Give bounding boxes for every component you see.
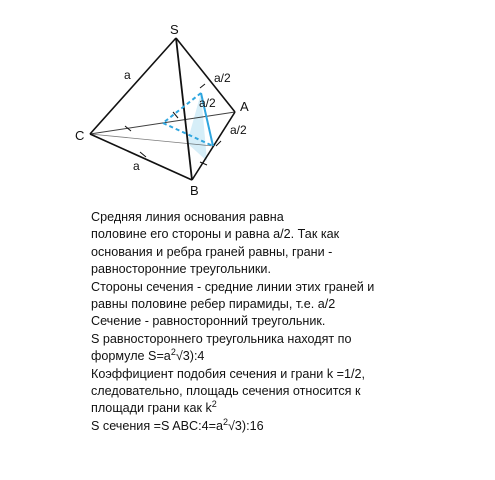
edge-sb (176, 38, 192, 180)
solution-line: равносторонние треугольники. (91, 262, 271, 277)
edge-sc (90, 38, 176, 134)
solution-line: Коэффициент подобия сечения и грани k =1/2, (91, 366, 365, 381)
vertex-label-c: C (75, 128, 85, 143)
edge-label-cb: a (133, 159, 140, 173)
tick-mark (200, 84, 205, 88)
edge-ca (90, 112, 235, 134)
solution-line: следовательно, площадь сечения относится к (91, 384, 361, 399)
solution-line: основания и ребра граней равны, грани - (91, 244, 333, 259)
solution-text (91, 209, 491, 435)
result-formula-line (91, 418, 491, 435)
edge-label-sc: a (124, 68, 131, 82)
formula-text: S сечения =S ABC:4=a (91, 418, 223, 433)
pyramid-figure (0, 0, 495, 205)
solution-line: S равностороннего треугольника находят по (91, 331, 352, 346)
formula-text: √3):16 (228, 418, 264, 433)
formula-text: формуле S=a (91, 349, 171, 364)
edge-cb (90, 134, 192, 180)
solution-line: равны половине ребер пирамиды, т.е. a/2 (91, 297, 336, 312)
area-formula-line (91, 348, 491, 365)
ratio-line (91, 400, 491, 417)
exponent: 2 (211, 399, 217, 410)
solution-line: Сечение - равносторонний треугольник. (91, 314, 326, 329)
edge-label-ab-half: a/2 (230, 123, 247, 137)
vertex-label-s: S (170, 22, 179, 37)
solution-line: Стороны сечения - средние линии этих граней и (91, 279, 375, 294)
vertex-label-a: A (240, 99, 249, 114)
solution-line: Средняя линия основания равна (91, 210, 284, 224)
solution-line: половине его стороны и равна a/2. Так как (91, 227, 340, 242)
exponent: 2 (222, 416, 228, 427)
vertex-label-b: B (190, 183, 199, 198)
edge-label-sa-half: a/2 (214, 71, 231, 85)
ratio-text: площади грани как k (91, 401, 212, 416)
edge-label-mid: a/2 (199, 96, 216, 110)
exponent: 2 (170, 347, 176, 358)
formula-text: √3):4 (175, 349, 205, 364)
